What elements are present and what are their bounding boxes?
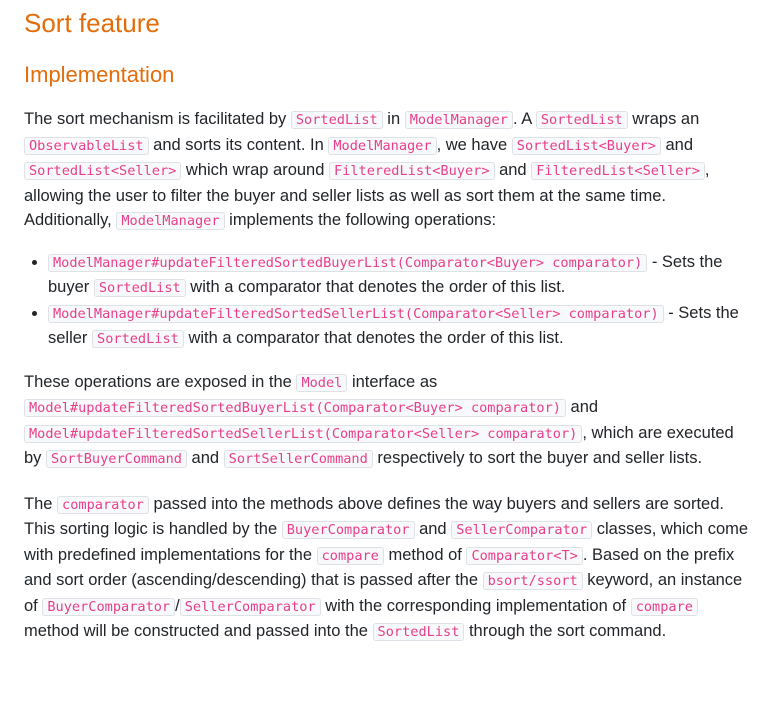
inline-code: ModelManager: [405, 111, 513, 129]
inline-code: SortSellerCommand: [224, 450, 373, 468]
inline-code: Model#updateFilteredSortedBuyerList(Comparator<Buyer> comparator): [24, 399, 566, 417]
page-title: Sort feature: [24, 8, 160, 38]
text: and: [494, 161, 532, 179]
text: - Sets the seller: [48, 303, 739, 347]
text: through the sort command.: [464, 622, 667, 640]
inline-code: compare: [317, 547, 384, 565]
inline-code: SortedList<Seller>: [24, 162, 181, 180]
inline-code: SellerComparator: [180, 598, 321, 616]
inline-code: comparator: [57, 496, 149, 514]
inline-code: FilteredList<Buyer>: [329, 162, 495, 180]
text: keyword, an instance of: [24, 571, 743, 615]
text: with a comparator that denotes the order of this list.: [185, 278, 566, 296]
inline-code: SortBuyerCommand: [46, 450, 187, 468]
inline-code: ModelManager#updateFilteredSortedSellerList(Comparator<Seller> comparator): [48, 305, 664, 323]
inline-code: SortedList: [92, 330, 184, 348]
inline-code: ModelManager: [116, 212, 224, 230]
text: in: [382, 110, 405, 128]
section-heading: Implementation: [24, 62, 175, 87]
text: method will be constructed and passed into the: [24, 622, 373, 640]
inline-code: FilteredList<Seller>: [531, 162, 705, 180]
text: which wrap around: [181, 161, 329, 179]
comparator-paragraph: [24, 492, 751, 645]
inline-code: ModelManager: [328, 137, 436, 155]
intro-paragraph: [24, 107, 751, 234]
inline-code: Model#updateFilteredSortedSellerList(Comparator<Seller> comparator): [24, 425, 582, 443]
inline-code: compare: [631, 598, 698, 616]
list-item: [48, 250, 751, 301]
inline-code: SellerComparator: [451, 521, 592, 539]
text: , allowing the user to filter the buyer and seller lists as well as sort them at the same time. Additionally,: [24, 161, 710, 229]
text: and: [186, 449, 224, 467]
text: respectively to sort the buyer and seller lists.: [372, 449, 703, 467]
text: wraps an: [627, 110, 700, 128]
inline-code: bsort/ssort: [483, 572, 583, 590]
inline-code: SortedList: [373, 623, 465, 641]
text: and sorts its content. In: [148, 135, 329, 154]
text: The: [24, 494, 58, 513]
text: implements the following operations:: [224, 211, 497, 229]
text: and: [414, 520, 452, 538]
operations-list: [24, 250, 751, 352]
text: , we have: [436, 135, 512, 154]
text: - Sets the buyer: [48, 252, 723, 296]
text: /: [175, 596, 180, 615]
inline-code: SortedList: [94, 279, 186, 297]
text: and: [660, 135, 694, 154]
inline-code: Model: [296, 374, 347, 392]
text: classes, which come with predefined implementations for the: [24, 520, 749, 564]
text: , which are executed by: [24, 423, 734, 467]
inline-code: BuyerComparator: [42, 598, 175, 616]
text: . A: [512, 110, 536, 128]
text: interface as: [347, 372, 438, 391]
text: The sort mechanism is facilitated by: [24, 110, 291, 128]
text: method of: [383, 545, 467, 564]
text: passed into the methods above defines the way buyers and sellers are sorted. This sorting logic is handled by the: [24, 494, 724, 538]
inline-code: ModelManager#updateFilteredSortedBuyerList(Comparator<Buyer> comparator): [48, 254, 647, 272]
text: . Based on the prefix and sort order (ascending/descending) that is passed after the: [24, 545, 735, 589]
model-paragraph: [24, 370, 751, 472]
text: and: [565, 398, 599, 416]
text: These operations are exposed in the: [24, 372, 297, 391]
text: with the corresponding implementation of: [320, 596, 631, 615]
inline-code: Comparator<T>: [466, 547, 582, 565]
inline-code: SortedList: [291, 111, 383, 129]
inline-code: ObservableList: [24, 137, 149, 155]
inline-code: SortedList<Buyer>: [512, 137, 661, 155]
inline-code: BuyerComparator: [282, 521, 415, 539]
list-item: [48, 301, 751, 352]
text: with a comparator that denotes the order of this list.: [183, 329, 564, 347]
inline-code: SortedList: [536, 111, 628, 129]
